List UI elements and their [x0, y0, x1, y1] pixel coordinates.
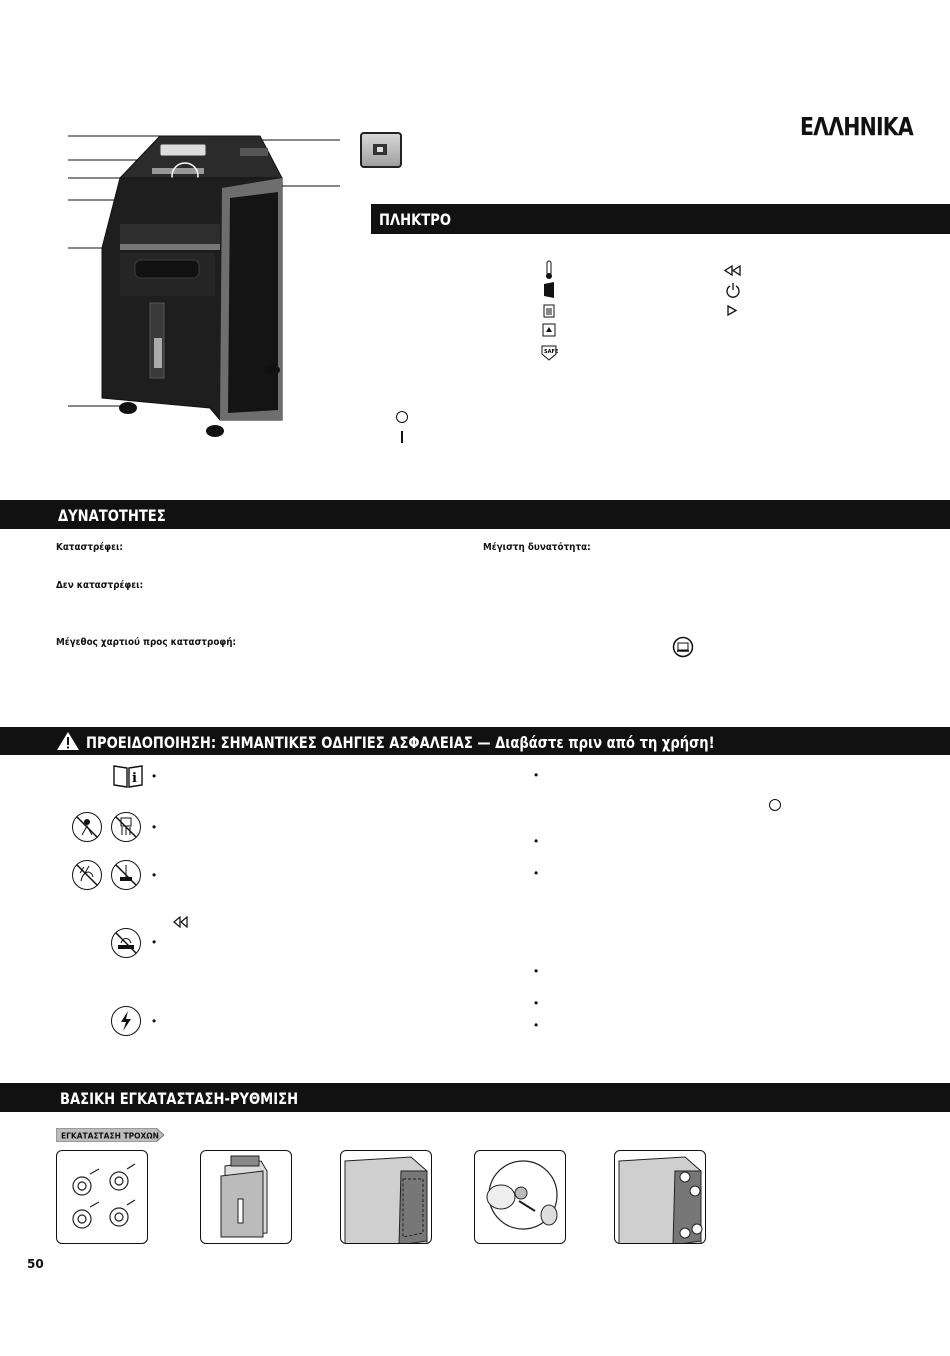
key-section-title: ΠΛΗΚΤΡΟ	[379, 210, 452, 229]
capabilities-section-title: ΔΥΝΑΤΟΤΗΤΕΣ	[58, 506, 166, 525]
high-voltage-icon	[111, 1006, 141, 1036]
thermometer-icon	[546, 261, 552, 279]
shreds-label: Καταστρέφει:	[56, 542, 123, 553]
max-capacity-label: Μέγιστη δυνατότητα:	[483, 542, 591, 553]
language-title: ΕΛΛΗΝΙΚΑ	[800, 112, 913, 141]
warning-bullet-left-4: •	[152, 935, 157, 949]
bin-full-icon	[544, 305, 554, 317]
key-section-bar	[371, 204, 950, 234]
paper-jam-icon	[543, 324, 555, 336]
warning-section-bar	[0, 727, 950, 755]
capacity-symbol-icon	[672, 636, 694, 658]
svg-text:SAFE: SAFE	[544, 349, 559, 355]
safe-sense-icon	[542, 346, 559, 360]
paper-size-label: Μέγεθος χαρτιού προς καταστροφή:	[56, 637, 237, 648]
warning-bullet-right-4: •	[534, 964, 539, 978]
on-line-icon	[401, 431, 403, 443]
power-icon	[727, 283, 739, 297]
read-manual-icon	[112, 763, 144, 789]
step-tag-label: ΕΓΚΑΤΑΣΤΑΣΗ ΤΡΟΧΩΝ	[61, 1131, 159, 1141]
key-symbols-column-2	[722, 262, 744, 322]
warning-bullet-right-1: •	[534, 768, 539, 782]
setup-step-3-tilt	[340, 1150, 432, 1244]
warning-triangle-icon	[56, 731, 80, 751]
forward-icon	[728, 306, 736, 315]
no-children-icon	[72, 812, 102, 842]
off-circle-icon	[769, 799, 781, 811]
warning-bullet-right-3: •	[534, 866, 539, 880]
warning-bullet-right-2: •	[534, 834, 539, 848]
capabilities-section-bar	[0, 500, 950, 529]
warning-bullet-left-2: •	[152, 820, 157, 834]
does-not-shred-label: Δεν καταστρέφει:	[56, 580, 144, 591]
no-hair-icon	[72, 860, 102, 890]
page-number: 50	[27, 1257, 44, 1271]
warning-bullet-left-3: •	[152, 868, 157, 882]
no-pets-icon	[111, 812, 141, 842]
no-hands-icon	[111, 928, 141, 958]
no-tie-icon	[111, 860, 141, 890]
shredder-illustration	[60, 128, 350, 443]
off-circle-icon	[396, 411, 408, 423]
setup-section-title: ΒΑΣΙΚΗ ΕΓΚΑΤΑΣΤΑΣΗ-ΡΥΘΜΙΣΗ	[60, 1089, 299, 1108]
svg-text:i: i	[132, 771, 137, 786]
reverse-icon	[172, 916, 188, 928]
setup-step-4-insert-caster	[474, 1150, 566, 1244]
warning-bullet-right-5: •	[534, 996, 539, 1010]
warning-bullet-right-6: •	[534, 1018, 539, 1032]
setup-section-bar	[0, 1083, 950, 1112]
warning-section-title: ΠΡΟΕΙΔΟΠΟΙΗΣΗ: ΣΗΜΑΝΤΙΚΕΣ ΟΔΗΓΙΕΣ ΑΣΦΑΛΕΙΑΣ — Διαβάστε πριν από τη χρήση!	[86, 733, 715, 752]
key-symbols-column-1	[540, 260, 560, 362]
step-tag	[56, 1128, 164, 1142]
setup-step-1-casters	[56, 1150, 148, 1244]
warning-bullet-left-1: •	[152, 769, 157, 783]
reverse-icon	[725, 266, 740, 275]
setup-step-5-casters-installed	[614, 1150, 706, 1244]
warning-bullet-left-5: •	[152, 1014, 157, 1028]
door-open-icon	[544, 282, 554, 298]
control-panel-icon	[360, 132, 402, 168]
setup-step-2-shredder	[200, 1150, 292, 1244]
